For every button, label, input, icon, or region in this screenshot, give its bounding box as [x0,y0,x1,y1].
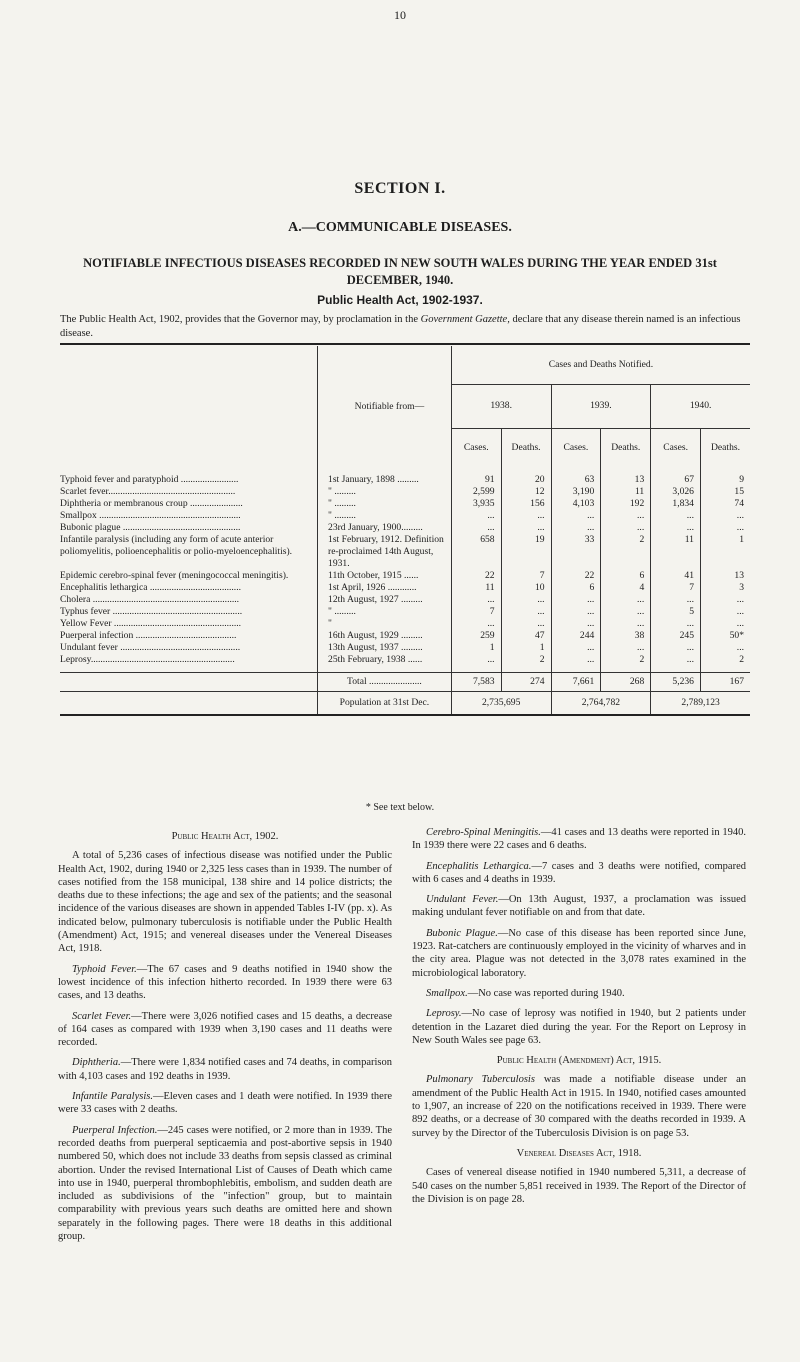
deaths-value: 1 [700,534,750,570]
left-text-column [58,826,392,1250]
deaths-value: 12 [501,486,551,498]
disease-name: Cholera ............................................................. [60,594,240,605]
body-paragraph [412,860,746,887]
table-row [60,468,750,486]
deaths-value: 11 [601,486,651,498]
cases-value: 5 [651,606,701,618]
deaths-value: 7 [501,570,551,582]
deaths-value: 9 [700,468,750,486]
paragraph-text: —245 cases were notified, or 2 more than in 1939. The recorded deaths from puerperal septicaemia and post-abortive sepsis in 1940 numbered 50, which does not include 33 deaths from sepsis classed as criminal abortion. Under the revised International List of Causes of Death which came into use in 1940, puerperal thrombophlebitis, embolism, and sudden death are included as subdivisions of the "infection" group, but to maintain comparability with previous years such deaths are omitted here and shown separately in the following pages. There were 18 deaths in this additional group. [58,1124,392,1243]
section-subheading: Public Health (Amendment) Act, 1915. [496,1055,662,1067]
cases-header: Cases. [551,428,601,468]
cases-header: Cases. [651,428,701,468]
paragraph-lead: Pulmonary Tuberculosis [426,1074,535,1086]
body-paragraph [412,927,746,980]
deaths-value: 3 [700,582,750,594]
deaths-value: 192 [601,498,651,510]
notifiable-date: " ......... [318,606,452,618]
section-subheading: Venereal Diseases Act, 1918. [516,1147,642,1159]
cases-value: 7 [651,582,701,594]
notifiable-date: " ......... [318,486,452,498]
disease-name: Typhus fever ...................................................... [60,606,243,617]
deaths-value: 13 [601,468,651,486]
disease-name: Typhoid fever and paratyphoid ........................ [60,474,239,485]
year-header-1940: 1940. [651,384,750,428]
paragraph-lead: Typhoid Fever. [72,963,137,975]
disease-name: Leprosy............................................................ [60,654,235,665]
body-paragraph [58,1090,392,1117]
paragraph-text: —7 cases and 3 deaths were notified, compared with 6 cases and 4 deaths in 1939. [412,860,747,885]
main-heading: NOTIFIABLE INFECTIOUS DISEASES RECORDED IN NEW SOUTH WALES DURING THE YEAR ENDED 31st DECEMBER, 1940. [83,256,717,287]
total-blank [60,672,318,691]
cases-value: ... [451,510,501,522]
year-header-1939: 1939. [551,384,651,428]
body-paragraph [412,826,746,853]
paragraph-lead: Encephalitis Lethargica. [426,860,532,872]
total-value: 268 [601,672,651,691]
table-row [60,642,750,654]
notifiable-from-header: Notifiable from— [318,346,452,468]
cases-value: ... [551,654,601,666]
population-1938: 2,735,695 [451,691,551,714]
table-row [60,534,750,570]
cases-value: 63 [551,468,601,486]
disease-header-blank [60,346,318,468]
notifiable-date: 23rd January, 1900......... [318,522,452,534]
notifications-table [60,346,750,714]
notifiable-date: 16th August, 1929 ......... [318,630,452,642]
year-header-1938: 1938. [451,384,551,428]
cases-value: 11 [451,582,501,594]
table-row [60,498,750,510]
cases-value: 41 [651,570,701,582]
table-row [60,582,750,594]
deaths-value: ... [601,606,651,618]
notifiable-date: 11th October, 1915 ...... [318,570,452,582]
body-paragraph [58,1124,392,1244]
notifiable-date: 12th August, 1927 ......... [318,594,452,606]
paragraph-text: —Eleven cases and 1 death were notified. In 1939 there were 33 cases with 2 deaths. [58,1091,392,1116]
body-paragraph [412,987,746,1000]
deaths-value: 4 [601,582,651,594]
body-paragraph [412,1007,746,1047]
footnote: * See text below. [365,802,435,813]
disease-name: Undulant fever .................................................. [60,642,241,653]
deaths-value: ... [601,642,651,654]
deaths-value: ... [601,522,651,534]
deaths-value: ... [700,642,750,654]
disease-name: Encephalitis lethargica ...................................... [60,582,242,593]
disease-name: Epidemic cerebro-spinal fever (meningococcal meningitis). [60,570,289,581]
total-value: 7,661 [551,672,601,691]
deaths-value: 2 [700,654,750,666]
paragraph-text: —The 67 cases and 9 deaths notified in 1940 show the lowest incidence of this infection hitherto recorded. In 1939 there were 63 cases, and 13 deaths. [58,963,392,1002]
notifiable-date: " [318,618,452,630]
disease-name: Puerperal infection .......................................... [60,630,237,641]
intro-gazette: Government Gazette, [420,314,510,325]
notifiable-date: " ......... [318,498,452,510]
paragraph-lead: Diphtheria. [72,1057,121,1069]
table-row [60,618,750,630]
notifiable-date: " ......... [318,510,452,522]
cases-value: 259 [451,630,501,642]
paragraph-text: —On 13th August, 1937, a proclamation was issued making undulant fever notifiable on and from that date. [412,894,746,919]
paragraph-lead: Undulant Fever. [426,894,499,906]
deaths-value: ... [601,618,651,630]
paragraph-text: A total of 5,236 cases of infectious disease was notified under the Public Health Act, 1902, during 1940 or 2,325 less cases than in 1939. The number of cases notified from the 158 municipal, 138 shire and 14 police districts; the deaths due to these infections; the age and sex of the patients; and the seasonal incidence of the various diseases are shown in appended Tables I-IV (pp. x). As indicated below, pulmonary tuberculosis is notifiable under the Public Health (Amendment) Act, 1915; and venereal diseases under the Venereal Diseases Act, 1918. [58,850,392,955]
paragraph-text: was made a notifiable disease under an amendment of the Public Health Act in 1915. In 1940, notified cases amounted to 1,907, an increase of 220 on the notifications received in 1939. There were 892 deaths, or a decrease of 30 compared with the deaths recorded in 1939. A survey by the Director of the Tuberculosis Division is on page 53. [412,1074,746,1139]
population-blank [60,691,318,714]
intro-text-end: declare that any disease therein named is an infectious disease. [60,314,741,339]
deaths-value: 74 [700,498,750,510]
notifiable-date: 1st January, 1898 ......... [318,468,452,486]
cases-value: ... [551,594,601,606]
body-paragraph [412,1073,746,1139]
intro-paragraph [60,313,750,341]
deaths-value: 2 [601,534,651,570]
cases-value: ... [451,522,501,534]
cases-value: ... [651,522,701,534]
table-row [60,630,750,642]
cases-value: ... [551,510,601,522]
body-paragraph [58,1056,392,1083]
deaths-value: ... [700,522,750,534]
paragraph-text: Cases of venereal disease notified in 1940 numbered 5,311, a decrease of 540 cases on the number 5,851 received in 1939. The Report of the Director of the Division is on page 28. [412,1167,746,1205]
disease-name: Diphtheria or membranous croup ...................... [60,498,243,509]
cases-value: 91 [451,468,501,486]
deaths-header: Deaths. [501,428,551,468]
deaths-value: 10 [501,582,551,594]
notifiable-date: 25th February, 1938 ...... [318,654,452,666]
cases-value: ... [451,654,501,666]
deaths-value: 1 [501,642,551,654]
deaths-header: Deaths. [700,428,750,468]
total-value: 274 [501,672,551,691]
table-row [60,606,750,618]
table-row [60,486,750,498]
population-1939: 2,764,782 [551,691,651,714]
deaths-value: 156 [501,498,551,510]
paragraph-lead: Smallpox. [426,987,468,999]
total-value: 5,236 [651,672,701,691]
section-title: SECTION I. [354,180,446,197]
paragraph-text: —There were 3,026 notified cases and 15 deaths, a decrease of 164 cases as compared with 1939 when 3,190 cases and 11 deaths were recorded. [58,1010,392,1049]
deaths-value: ... [501,594,551,606]
population-label: Population at 31st Dec. [318,691,452,714]
deaths-value: ... [501,606,551,618]
cases-value: ... [551,642,601,654]
cases-value: 22 [451,570,501,582]
page-number: 10 [394,8,406,22]
cases-value: ... [651,618,701,630]
deaths-value: ... [700,606,750,618]
deaths-value: 2 [601,654,651,666]
deaths-value: 15 [700,486,750,498]
table-row [60,510,750,522]
cases-value: ... [651,510,701,522]
total-value: 167 [700,672,750,691]
cases-value: 33 [551,534,601,570]
disease-name: Yellow Fever ..................................................... [60,618,242,629]
deaths-value: 50* [700,630,750,642]
cases-value: ... [651,654,701,666]
cases-value: ... [551,606,601,618]
total-label: Total ...................... [318,672,452,691]
cases-value: 3,190 [551,486,601,498]
right-text-column [412,826,746,1213]
cases-value: 11 [651,534,701,570]
deaths-value: ... [601,594,651,606]
cases-value: 245 [651,630,701,642]
cases-value: 1,834 [651,498,701,510]
paragraph-text: —41 cases and 13 deaths were reported in 1940. In 1939 there were 22 cases and 6 deaths. [412,827,746,852]
deaths-value: ... [700,594,750,606]
cases-value: 4,103 [551,498,601,510]
paragraph-lead: Scarlet Fever. [72,1010,132,1022]
cases-value: 658 [451,534,501,570]
cases-deaths-header: Cases and Deaths Notified. [451,346,750,384]
cases-value: 22 [551,570,601,582]
part-title: A.—COMMUNICABLE DISEASES. [288,220,512,235]
cases-value: 2,599 [451,486,501,498]
deaths-value: ... [700,510,750,522]
cases-value: 7 [451,606,501,618]
total-value: 7,583 [451,672,501,691]
paragraph-text: —No case of this disease has been reported since June, 1923. Rat-catchers are continuously employed in the vicinity of wharves and in the city area. Plague was not detected in the 3,078 rates examined in the microbiological laboratory. [412,927,747,979]
deaths-value: ... [601,510,651,522]
deaths-value: ... [700,618,750,630]
deaths-value: 47 [501,630,551,642]
table-row [60,654,750,666]
cases-value: 3,026 [651,486,701,498]
paragraph-lead: Puerperal Infection. [72,1124,158,1136]
cases-value: ... [451,594,501,606]
deaths-value: 38 [601,630,651,642]
table-row [60,594,750,606]
table-row [60,570,750,582]
cases-value: ... [451,618,501,630]
notifiable-date: 13th August, 1937 ......... [318,642,452,654]
paragraph-lead: Infantile Paralysis. [72,1091,153,1103]
intro-text: The Public Health Act, 1902, provides that the Governor may, by proclamation in the [60,314,421,325]
disease-name: Bubonic plague ................................................. [60,522,241,533]
paragraph-text: —There were 1,834 notified cases and 74 deaths, in comparison with 4,103 cases and 192 deaths in 1939. [58,1057,392,1082]
deaths-value: ... [501,510,551,522]
deaths-header: Deaths. [601,428,651,468]
cases-value: 244 [551,630,601,642]
cases-value: 1 [451,642,501,654]
cases-value: ... [651,642,701,654]
paragraph-text: —No case of leprosy was notified in 1940, but 2 patients under detention in the Lazaret died during the year. For the Report on Leprosy in New South Wales see page 63. [412,1008,746,1046]
deaths-value: ... [501,618,551,630]
body-paragraph [412,1166,746,1206]
deaths-value: 19 [501,534,551,570]
cases-value: 3,935 [451,498,501,510]
disease-name: Infantile paralysis (including any form of acute anterior poliomyelitis, polioencephalitis or polio-myeloencephalitis). [60,534,293,557]
deaths-value: 2 [501,654,551,666]
act-subheading: Public Health Act, 1902-1937. [317,293,483,307]
deaths-value: 6 [601,570,651,582]
body-paragraph [412,893,746,920]
notifiable-date: 1st February, 1912. Definition re-proclaimed 14th August, 1931. [318,534,452,570]
notifiable-date: 1st April, 1926 ............ [318,582,452,594]
paragraph-lead: Bubonic Plague. [426,927,498,939]
body-paragraph [58,963,392,1003]
cases-value: ... [551,618,601,630]
paragraph-text: —No case was reported during 1940. [467,987,625,999]
deaths-value: 20 [501,468,551,486]
table-top-rule [60,343,750,345]
disease-name: Smallpox ........................................................... [60,510,241,521]
paragraph-lead: Leprosy. [426,1008,462,1020]
body-paragraph [58,1010,392,1050]
cases-value: 6 [551,582,601,594]
deaths-value: 13 [700,570,750,582]
deaths-value: ... [501,522,551,534]
disease-name: Scarlet fever..................................................... [60,486,236,497]
paragraph-lead: Cerebro-Spinal Meningitis. [426,827,541,838]
section-subheading: Public Health Act, 1902. [171,831,279,842]
population-1940: 2,789,123 [651,691,750,714]
cases-value: ... [651,594,701,606]
cases-header: Cases. [451,428,501,468]
cases-value: 67 [651,468,701,486]
cases-value: ... [551,522,601,534]
body-paragraph [58,849,392,955]
table-bottom-rule [60,714,750,716]
table-row [60,522,750,534]
